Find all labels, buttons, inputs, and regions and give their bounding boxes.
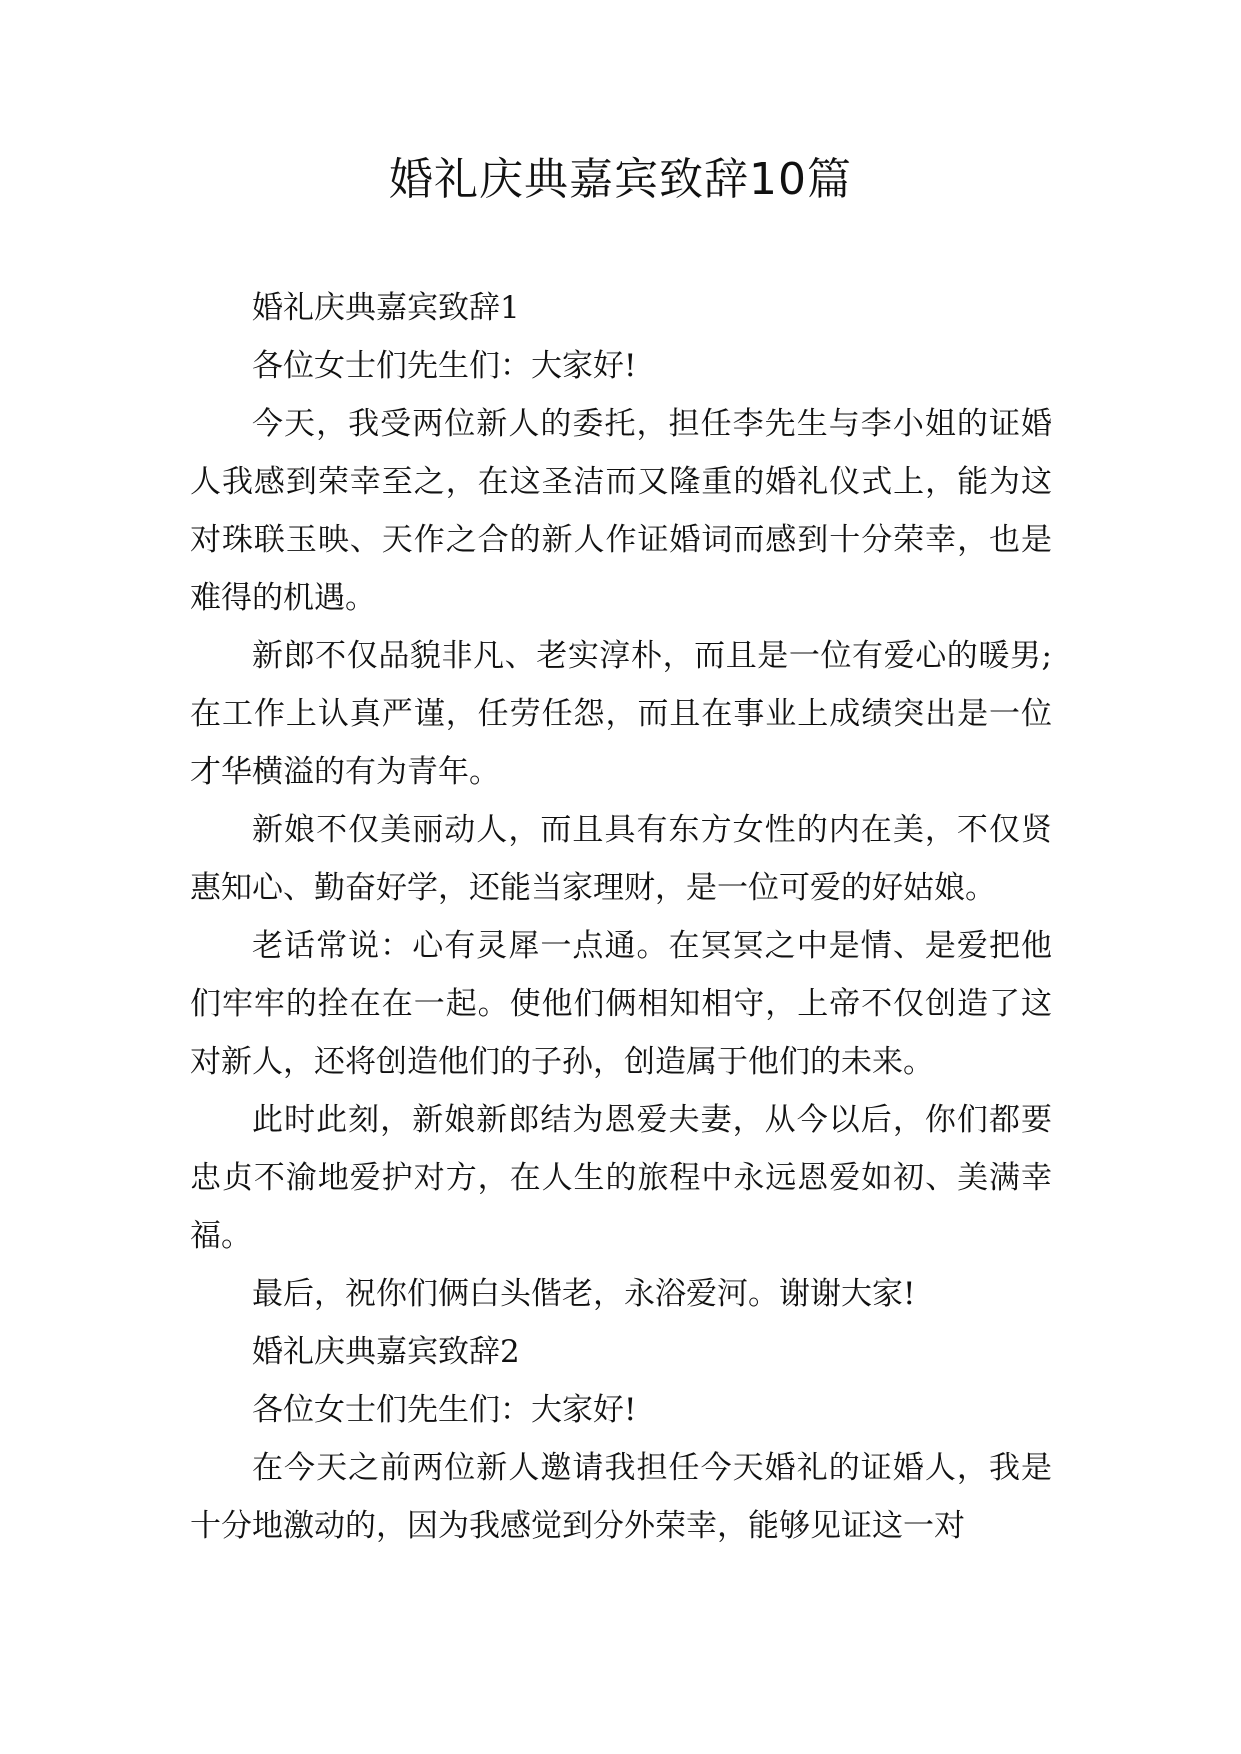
body-paragraph: 新郎不仅品貌非凡、老实淳朴，而且是一位有爱心的暖男;在工作上认真严谨，任劳任怨，而且在事业上成绩突出是一位才华横溢的有为青年。	[190, 638, 1052, 790]
greeting-paragraph-2: 各位女士们先生们：大家好!	[252, 1392, 637, 1428]
closing-paragraph-1: 最后，祝你们俩白头偕老，永浴爱河。谢谢大家!	[252, 1276, 916, 1312]
body-paragraph: 老话常说：心有灵犀一点通。在冥冥之中是情、是爱把他们牢牢的拴在在一起。使他们俩相知相守，上帝不仅创造了这对新人，还将创造他们的子孙，创造属于他们的未来。	[190, 928, 1052, 1080]
body-paragraph: 在今天之前两位新人邀请我担任今天婚礼的证婚人，我是十分地激动的，因为我感觉到分外荣幸，能够见证这一对	[190, 1450, 1052, 1544]
greeting-paragraph-1: 各位女士们先生们：大家好!	[252, 348, 637, 384]
body-paragraph: 今天，我受两位新人的委托，担任李先生与李小姐的证婚人我感到荣幸至之，在这圣洁而又隆重的婚礼仪式上，能为这对珠联玉映、天作之合的新人作证婚词而感到十分荣幸，也是难得的机遇。	[190, 406, 1052, 616]
section-heading-2: 婚礼庆典嘉宾致辞2	[252, 1334, 520, 1370]
body-paragraph: 新娘不仅美丽动人，而且具有东方女性的内在美，不仅贤惠知心、勤奋好学，还能当家理财，是一位可爱的好姑娘。	[190, 812, 1052, 906]
section-heading-1: 婚礼庆典嘉宾致辞1	[252, 290, 520, 326]
document-body	[190, 279, 1052, 1555]
document-title: 婚礼庆典嘉宾致辞10篇	[389, 154, 852, 205]
body-paragraph: 此时此刻，新娘新郎结为恩爱夫妻，从今以后，你们都要忠贞不渝地爱护对方，在人生的旅程中永远恩爱如初、美满幸福。	[190, 1102, 1052, 1254]
